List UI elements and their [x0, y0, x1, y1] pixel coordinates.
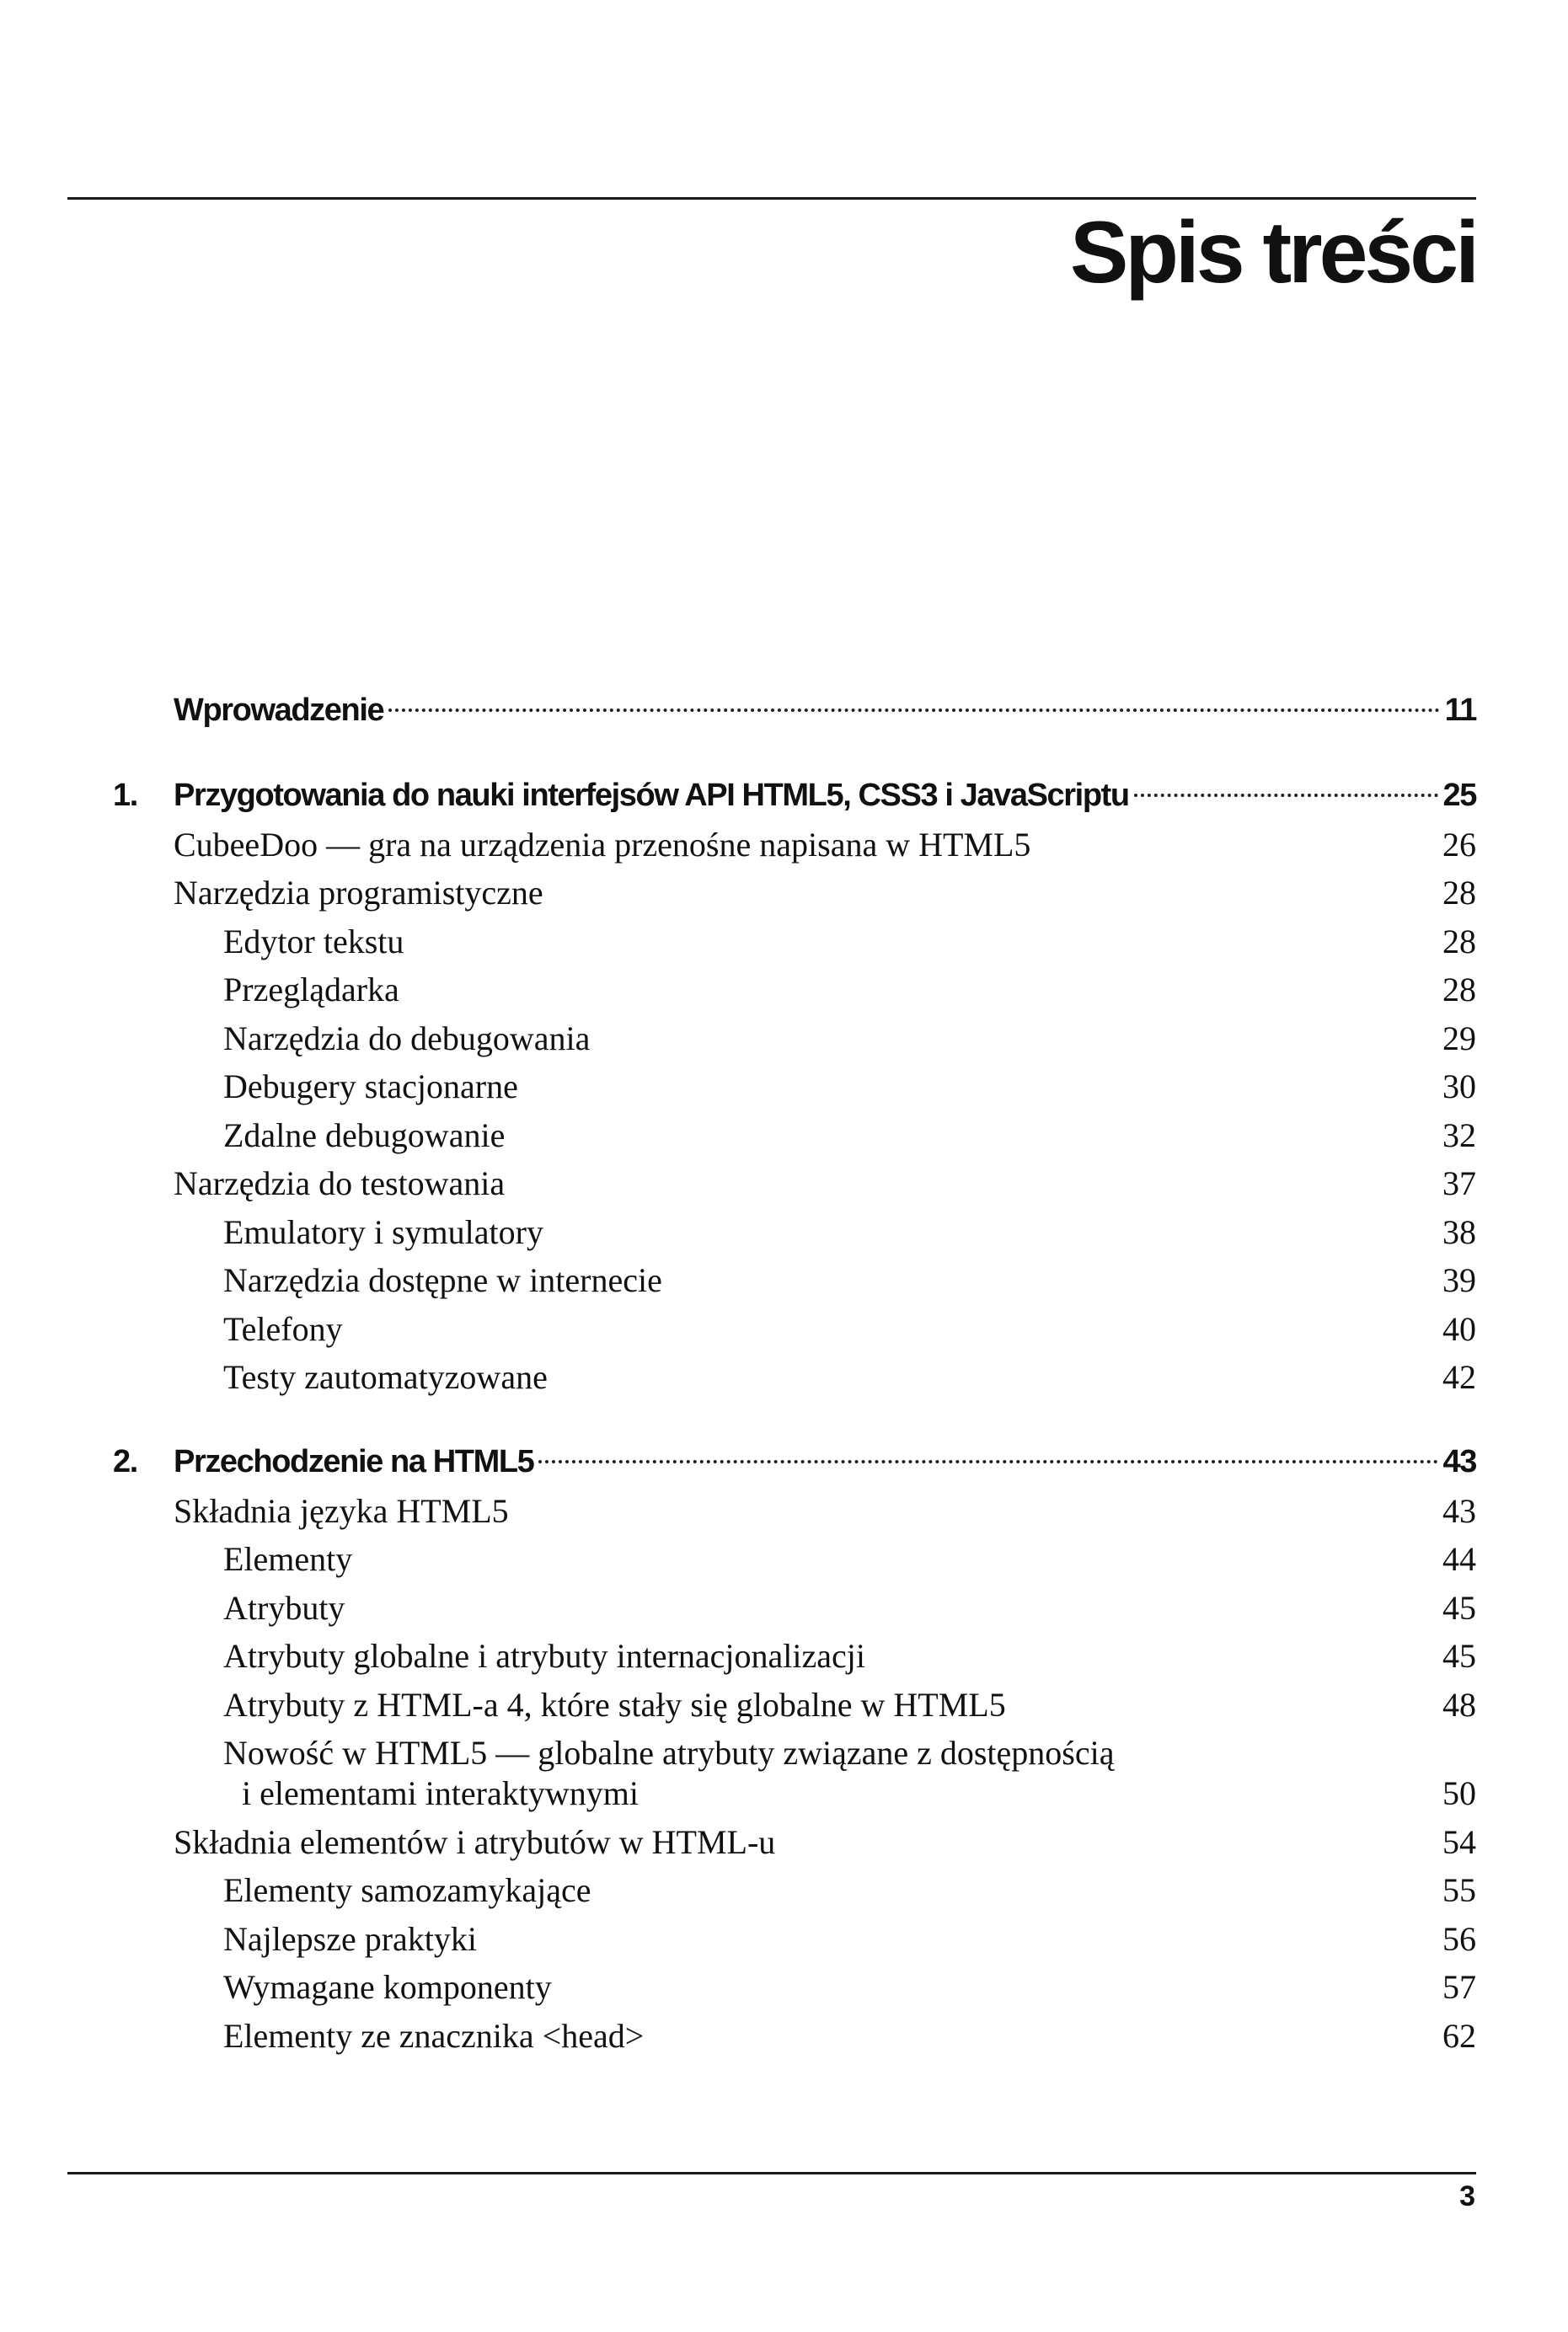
toc-entry[interactable]	[0, 1487, 1568, 1536]
chapter-page: 25	[1442, 778, 1476, 813]
toc-entry[interactable]	[0, 965, 1568, 1014]
entry-title: Elementy samozamykające	[223, 1871, 591, 1909]
entry-page: 29	[1442, 1019, 1476, 1057]
toc-entry[interactable]	[0, 1729, 1568, 1818]
entry-page: 62	[1442, 2016, 1476, 2055]
dot-leader	[388, 709, 1439, 712]
entry-title: Atrybuty globalne i atrybuty internacjonalizacji	[223, 1637, 865, 1675]
toc-entry[interactable]	[0, 2012, 1568, 2061]
toc-entry[interactable]	[0, 1159, 1568, 1208]
toc-entry[interactable]	[0, 1632, 1568, 1681]
entry-title: Atrybuty	[223, 1588, 345, 1627]
entry-page: 45	[1442, 1637, 1476, 1675]
toc-entry[interactable]	[0, 1305, 1568, 1354]
entry-title: Emulatory i symulatory	[223, 1212, 543, 1251]
entry-page: 28	[1442, 874, 1476, 912]
entry-title: Składnia języka HTML5	[174, 1491, 509, 1530]
entry-page: 55	[1442, 1871, 1476, 1909]
toc-chapter[interactable]	[0, 1438, 1568, 1487]
entry-page: 56	[1442, 1919, 1476, 1958]
entry-title: Przeglądarka	[223, 971, 399, 1008]
entry-title: Telefony	[223, 1309, 343, 1348]
entry-title: Najlepsze praktyki	[223, 1919, 477, 1958]
entry-title: Nowość w HTML5 — globalne atrybuty związane z dostępnością	[223, 1734, 1115, 1772]
entry-title: Wymagane komponenty	[223, 1968, 552, 2006]
toc-entry[interactable]	[0, 1353, 1568, 1402]
entry-page: 37	[1442, 1164, 1476, 1202]
entry-title: Składnia elementów i atrybutów w HTML-u	[174, 1822, 776, 1861]
entry-title: Narzędzia do debugowania	[223, 1019, 591, 1057]
chapter-title: Przechodzenie na HTML5	[174, 1444, 534, 1479]
toc-entry[interactable]	[0, 869, 1568, 917]
toc-entry[interactable]	[0, 1014, 1568, 1063]
toc-entry[interactable]	[0, 1818, 1568, 1867]
entry-page: 26	[1442, 825, 1476, 864]
entry-page: 54	[1442, 1822, 1476, 1861]
toc-intro-label: Wprowadzenie	[174, 693, 384, 728]
entry-page: 45	[1442, 1588, 1476, 1627]
entry-page: 50	[1442, 1774, 1476, 1812]
toc-entry[interactable]	[0, 1208, 1568, 1257]
entry-title: Narzędzia do testowania	[174, 1164, 506, 1202]
toc-intro-page: 11	[1444, 693, 1476, 728]
toc-entry[interactable]	[0, 1915, 1568, 1964]
entry-page: 39	[1442, 1261, 1476, 1299]
toc-intro[interactable]	[0, 687, 1568, 735]
toc-entry[interactable]	[0, 1062, 1568, 1111]
entry-page: 44	[1442, 1540, 1476, 1578]
entry-title: Debugery stacjonarne	[223, 1067, 518, 1105]
entry-page: 32	[1442, 1115, 1476, 1154]
toc-entry[interactable]	[0, 1681, 1568, 1730]
toc-entry[interactable]	[0, 1111, 1568, 1160]
entry-page: 28	[1442, 971, 1476, 1008]
entry-page: 30	[1442, 1067, 1476, 1105]
chapter-page: 43	[1442, 1444, 1476, 1479]
entry-title: CubeeDoo — gra na urządzenia przenośne napisana w HTML5	[174, 825, 1031, 864]
dot-leader	[538, 1460, 1437, 1463]
table-of-contents	[0, 687, 1568, 2060]
toc-chapter[interactable]	[0, 772, 1568, 821]
entry-title: Testy zautomatyzowane	[223, 1358, 548, 1396]
chapter-title: Przygotowania do nauki interfejsów API HTML5, CSS3 i JavaScriptu	[174, 778, 1129, 813]
entry-page: 48	[1442, 1685, 1476, 1724]
toc-entry[interactable]	[0, 1256, 1568, 1305]
entry-page: 28	[1442, 922, 1476, 960]
top-rule	[67, 197, 1476, 200]
page-number: 3	[1459, 2180, 1475, 2212]
entry-page: 43	[1442, 1491, 1476, 1530]
chapter-number: 2.	[113, 1444, 137, 1479]
toc-entry[interactable]	[0, 1963, 1568, 2012]
page-title: Spis treści	[1069, 204, 1476, 302]
entry-title: Atrybuty z HTML-a 4, które stały się globalne w HTML5	[223, 1685, 1006, 1724]
entry-title: Edytor tekstu	[223, 922, 404, 960]
entry-title: Zdalne debugowanie	[223, 1115, 506, 1154]
chapter-number: 1.	[113, 778, 137, 813]
entry-page: 42	[1442, 1358, 1476, 1396]
entry-title: Elementy ze znacznika <head>	[223, 2016, 645, 2055]
bottom-rule	[67, 2172, 1476, 2174]
toc-entry[interactable]	[0, 821, 1568, 869]
dot-leader	[1134, 794, 1438, 797]
toc-entry[interactable]	[0, 1584, 1568, 1633]
entry-page: 38	[1442, 1212, 1476, 1251]
entry-page: 40	[1442, 1309, 1476, 1348]
toc-entry[interactable]	[0, 1866, 1568, 1915]
entry-page: 57	[1442, 1968, 1476, 2006]
entry-title: Narzędzia programistyczne	[174, 874, 543, 912]
entry-title-continued: i elementami interaktywnymi	[242, 1774, 639, 1812]
toc-entry[interactable]	[0, 917, 1568, 966]
toc-entry[interactable]	[0, 1535, 1568, 1584]
entry-title: Elementy	[223, 1540, 353, 1578]
entry-title: Narzędzia dostępne w internecie	[223, 1261, 662, 1299]
